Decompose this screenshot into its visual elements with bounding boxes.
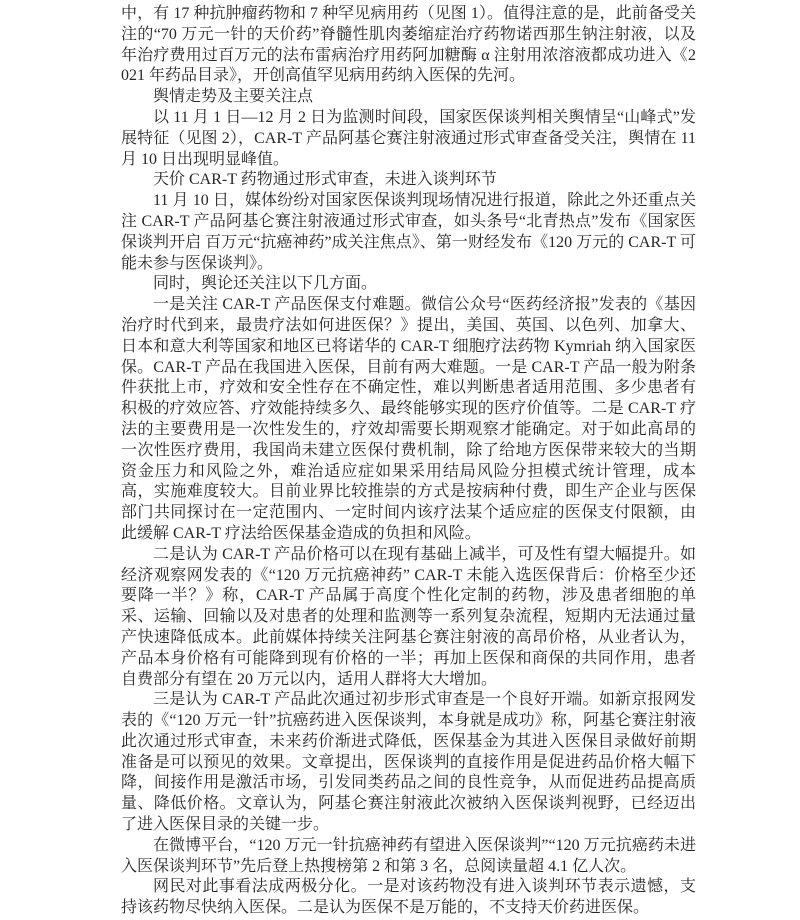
paragraph-point-three-good-start: 三是认为 CAR-T 产品此次通过初步形式审查是一个良好开端。如新京报网发表的《“120 万元一针”抗癌药进入医保谈判，本身就是成功》称，阿基仑赛注射液此次通过形式审查，未来药价渐进式降低，医保基金为其进入医保目录做好前期准备是可以预见的效果。文章提出，医保谈判的直接作用是促进药品价格大幅下降，间接作用是激活市场，引发同类药品之间的良性竞争，从而促进药品提高质量、降低价格。文章认为，阿基仑赛注射液此次被纳入医保谈判视野，已经迈出了进入医保目录的关键一步。 xyxy=(121,691,696,834)
section-heading-cart-review: 天价 CAR-T 药物通过形式审查，未进入谈判环节 xyxy=(153,171,497,189)
paragraph-netizen-opinions: 网民对此事看法成两极分化。一是对该药物没有进入谈判环节表示遗憾，支持该药物尽快纳入医保。二是认为医保不是万能的，不支持天价药进医保。 xyxy=(121,878,696,917)
paragraph-weibo-hot-search: 在微博平台，“120 万元一针抗癌神药有望进入医保谈判”“120 万元抗癌药未进入医保谈判环节”先后登上热搜榜第 2 和第 3 名，总阅读量超 4.1 亿人次。 xyxy=(121,836,696,875)
paragraph-continuation: 中，有 17 种抗肿瘤药物和 7 种罕见病用药（见图 1）。值得注意的是，此前备受关注的“70 万元一针的天价药”脊髓性肌肉萎缩症治疗药物诺西那生钠注射液，以及年治疗费用过百万元的法布雷病治疗用药阿加糖酶 α 注射用浓溶液都成功进入《2021 年药品目录》，开创高值罕见病用药纳入医保的先河。 xyxy=(121,5,696,85)
paragraph-monitoring-period: 以 11 月 1 日—12 月 2 日为监测时间段，国家医保谈判相关舆情呈“山峰式”发展特征（见图 2），CAR-T 产品阿基仑赛注射液通过形式审查备受关注，舆情在 11 月 10 日出现明显峰值。 xyxy=(121,108,696,168)
paragraph-transition: 同时，舆论还关注以下几方面。 xyxy=(153,275,378,293)
paragraph-point-one-payment: 一是关注 CAR-T 产品医保支付难题。微信公众号“医药经济报”发表的《基因治疗时代到来，最贵疗法如何进医保？》提出，美国、英国、以色列、加拿大、日本和意大利等国家和地区已将诺华的 CAR-T 细胞疗法药物 Kymriah 纳入国家医保。CAR-T 产品在我国进入医保，目前有两大难题。一是 CAR-T 产品一般为附条件获批上市，疗效和安全性存在不确定性，难以判断患者适用范围、多少患者有积极的疗效应答、疗效能持续多久、最终能够实现的医疗价值等。二是 CAR-T 疗法的主要费用是一次性发生的，疗效却需要长期观察才能确定。对于如此高昂的一次性医疗费用，我国尚未建立医保付费机制，除了给地方医保带来较大的当期资金压力和风险之外，难治适应症如果采用结局风险分担模式统计管理，成本高，实施难度较大。目前业界比较推崇的方式是按病种付费，即生产企业与医保部门共同探讨在一定范围内、一定时间内该疗法某个适应症的医保支付限额，由此缓解 CAR-T 疗法给医保基金造成的负担和风险。 xyxy=(121,296,696,542)
section-heading-sentiment-trend: 舆情走势及主要关注点 xyxy=(153,88,314,106)
paragraph-media-reports: 11 月 10 日，媒体纷纷对国家医保谈判现场情况进行报道，除此之外还重点关注 CAR-T 产品阿基仑赛注射液通过形式审查，如头条号“北青热点”发布《国家医保谈判开启 百万元“抗癌神药”成关注焦点》、第一财经发布《120 万元的 CAR-T 可能未参与医保谈判》。 xyxy=(121,192,696,272)
paragraph-point-two-price: 二是认为 CAR-T 产品价格可以在现有基础上减半，可及性有望大幅提升。如经济观察网发表的《“120 万元抗癌神药” CAR-T 未能入选医保背后：价格至少还要降一半？》称，CAR-T 产品属于高度个性化定制的药物，涉及患者细胞的单采、运输、回输以及对患者的处理和监测等一系列复杂流程，短期内无法通过量产快速降低成本。此前媒体持续关注阿基仑赛注射液的高昂价格，从业者认为，产品本身价格有可能降到现有价格的一半；再加上医保和商保的共同作用，患者自费部分有望在 20 万元以内，适用人群将大大增加。 xyxy=(121,545,696,688)
